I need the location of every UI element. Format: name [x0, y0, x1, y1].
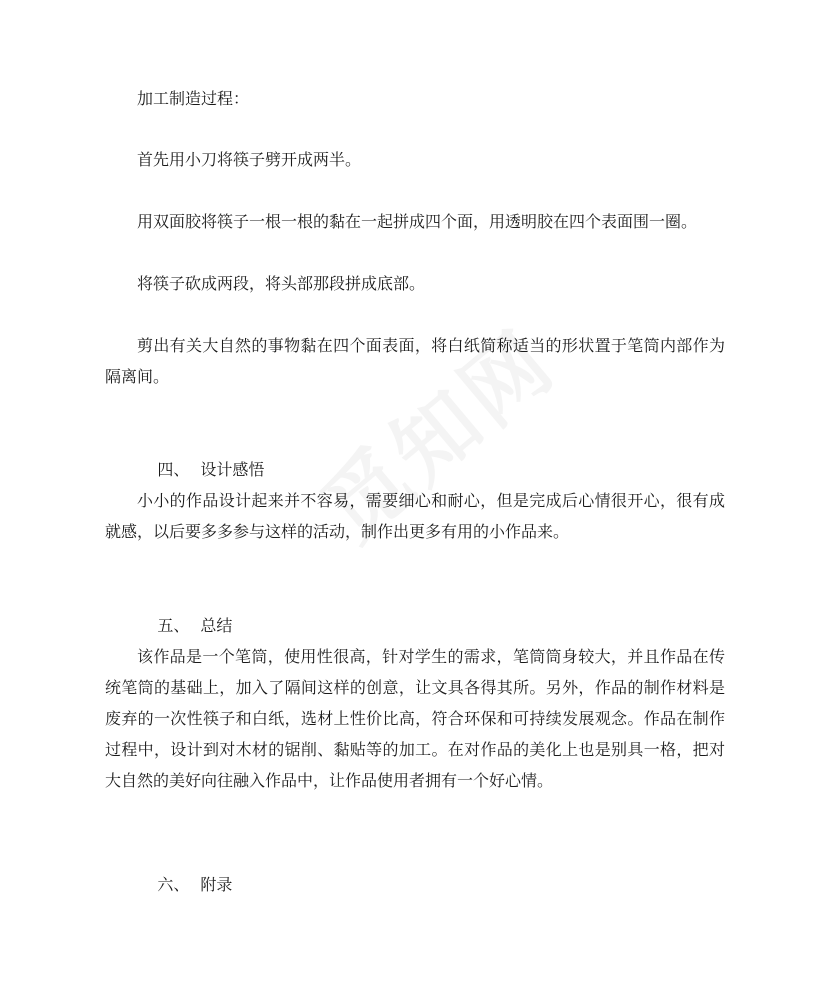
section-title: 设计感悟 [200, 460, 265, 479]
summary-paragraph: 该作品是一个笔筒，使用性很高，针对学生的需求，笔筒筒身较大，并且作品在传统笔筒的基础上，加入了隔间这样的创意，让文具各得其所。另外，作品的制作材料是废弃的一次性筷子和白纸，选材上性价比高，符合环保和可持续发展观念。作品在制作过程中，设计到对木材的锯削、黏贴等的加工。在对作品的美化上也是别具一格，把对大自然的美好向往融入作品中，让作品使用者拥有一个好心情。 [105, 647, 725, 790]
section-number: 五、 [157, 616, 190, 635]
process-step-1: 首先用小刀将筷子劈开成两半。 [137, 150, 362, 169]
section-title: 附录 [200, 875, 233, 894]
section-title: 总结 [200, 616, 233, 635]
insight-paragraph: 小小的作品设计起来并不容易，需要细心和耐心，但是完成后心情很开心，很有成就感，以后要多多参与这样的活动，制作出更多有用的小作品来。 [105, 491, 725, 541]
process-title: 加工制造过程： [137, 89, 250, 108]
process-step-3: 将筷子砍成两段，将头部那段拼成底部。 [137, 274, 426, 293]
process-step-4: 剪出有关大自然的事物黏在四个面表面，将白纸简称适当的形状置于笔筒内部作为隔离间。 [105, 336, 725, 386]
section-number: 四、 [157, 460, 190, 479]
section-heading-appendix [137, 838, 232, 931]
process-step-2: 用双面胶将筷子一根一根的黏在一起拼成四个面，用透明胶在四个表面围一圈。 [137, 212, 698, 231]
section-number: 六、 [157, 875, 190, 894]
